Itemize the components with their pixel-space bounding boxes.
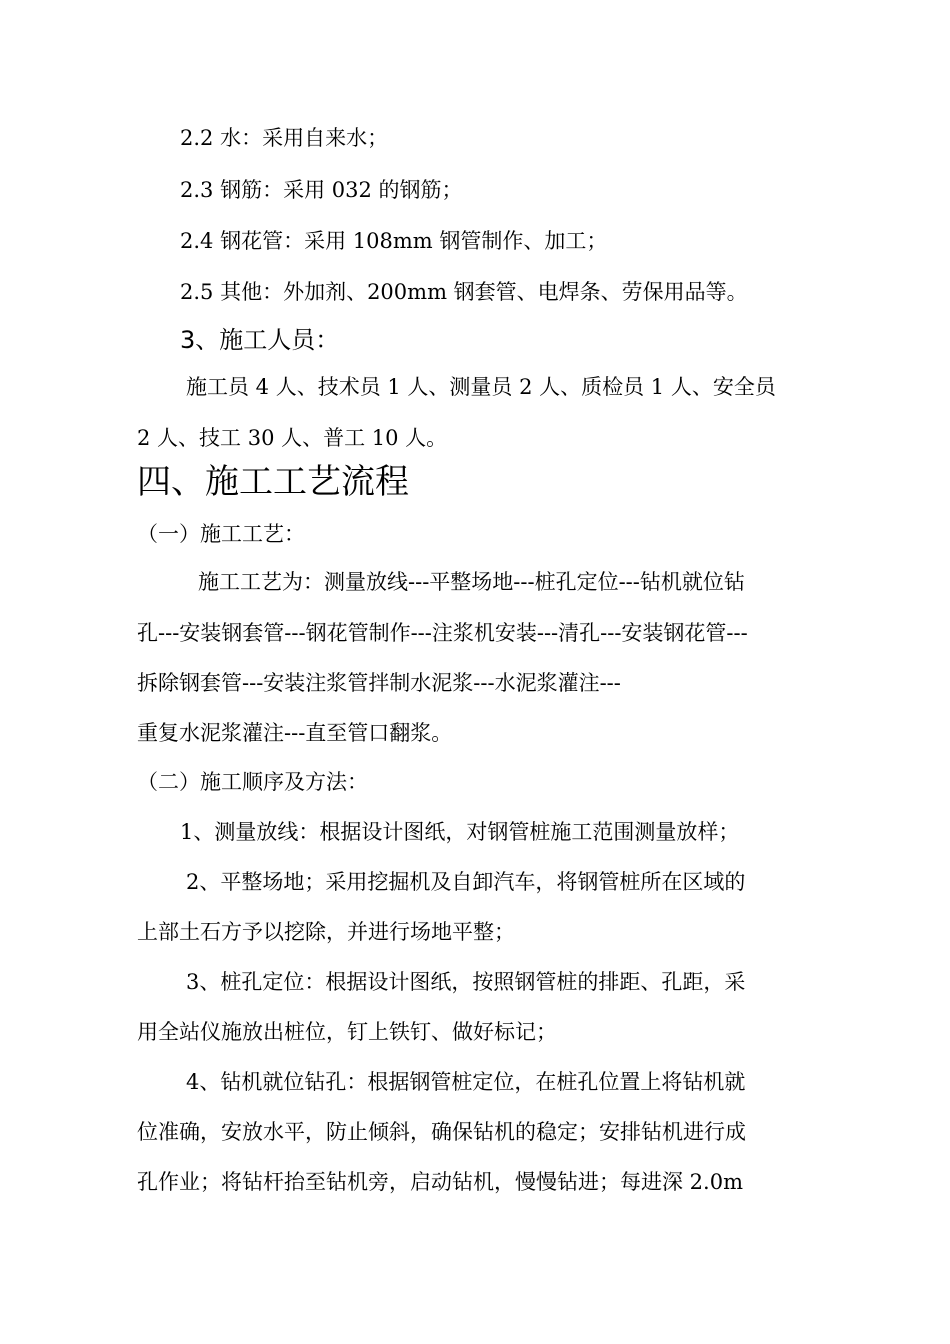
paragraph-line: 拆除钢套管---安装注浆管拌制水泥浆---水泥浆灌注--- [137,671,621,695]
material-water: 2.2 水：采用自来水； [180,126,389,150]
step-line: 上部土石方予以挖除，并进行场地平整； [137,920,515,944]
personnel-line: 施工员 4 人、技术员 1 人、测量员 2 人、质检员 1 人、安全员 [186,375,776,399]
step-line: 用全站仪施放出桩位，钉上铁钉、做好标记； [137,1020,557,1044]
paragraph-line: 重复水泥浆灌注---直至管口翻浆。 [137,721,453,745]
section-title: 四、施工工艺流程 [137,462,409,502]
step-line: 1、测量放线：根据设计图纸，对钢管桩施工范围测量放样； [180,820,740,844]
personnel-heading: 3、施工人员： [180,326,340,354]
material-other: 2.5 其他：外加剂、200mm 钢套管、电焊条、劳保用品等。 [180,280,748,304]
material-rebar: 2.3 钢筋：采用 032 的钢筋； [180,178,463,202]
material-steel-pipe: 2.4 钢花管：采用 108mm 钢管制作、加工； [180,229,608,253]
personnel-line: 2 人、技工 30 人、普工 10 人。 [137,426,448,450]
step-line: 2、平整场地；采用挖掘机及自卸汽车，将钢管桩所在区域的 [186,870,746,894]
subsection-heading: （一）施工工艺： [137,522,305,546]
step-line: 位准确，安放水平，防止倾斜，确保钻机的稳定；安排钻机进行成 [137,1120,746,1144]
subsection-heading: （二）施工顺序及方法： [137,770,368,794]
step-line: 4、钻机就位钻孔：根据钢管桩定位，在桩孔位置上将钻机就 [186,1070,746,1094]
step-line: 3、桩孔定位：根据设计图纸，按照钢管桩的排距、孔距，采 [186,970,746,994]
paragraph-line: 孔---安装钢套管---钢花管制作---注浆机安装---清孔---安装钢花管--- [137,621,748,645]
paragraph-line: 施工工艺为：测量放线---平整场地---桩孔定位---钻机就位钻 [198,570,745,594]
step-line: 孔作业；将钻杆抬至钻机旁，启动钻机，慢慢钻进；每进深 2.0m [137,1170,743,1194]
